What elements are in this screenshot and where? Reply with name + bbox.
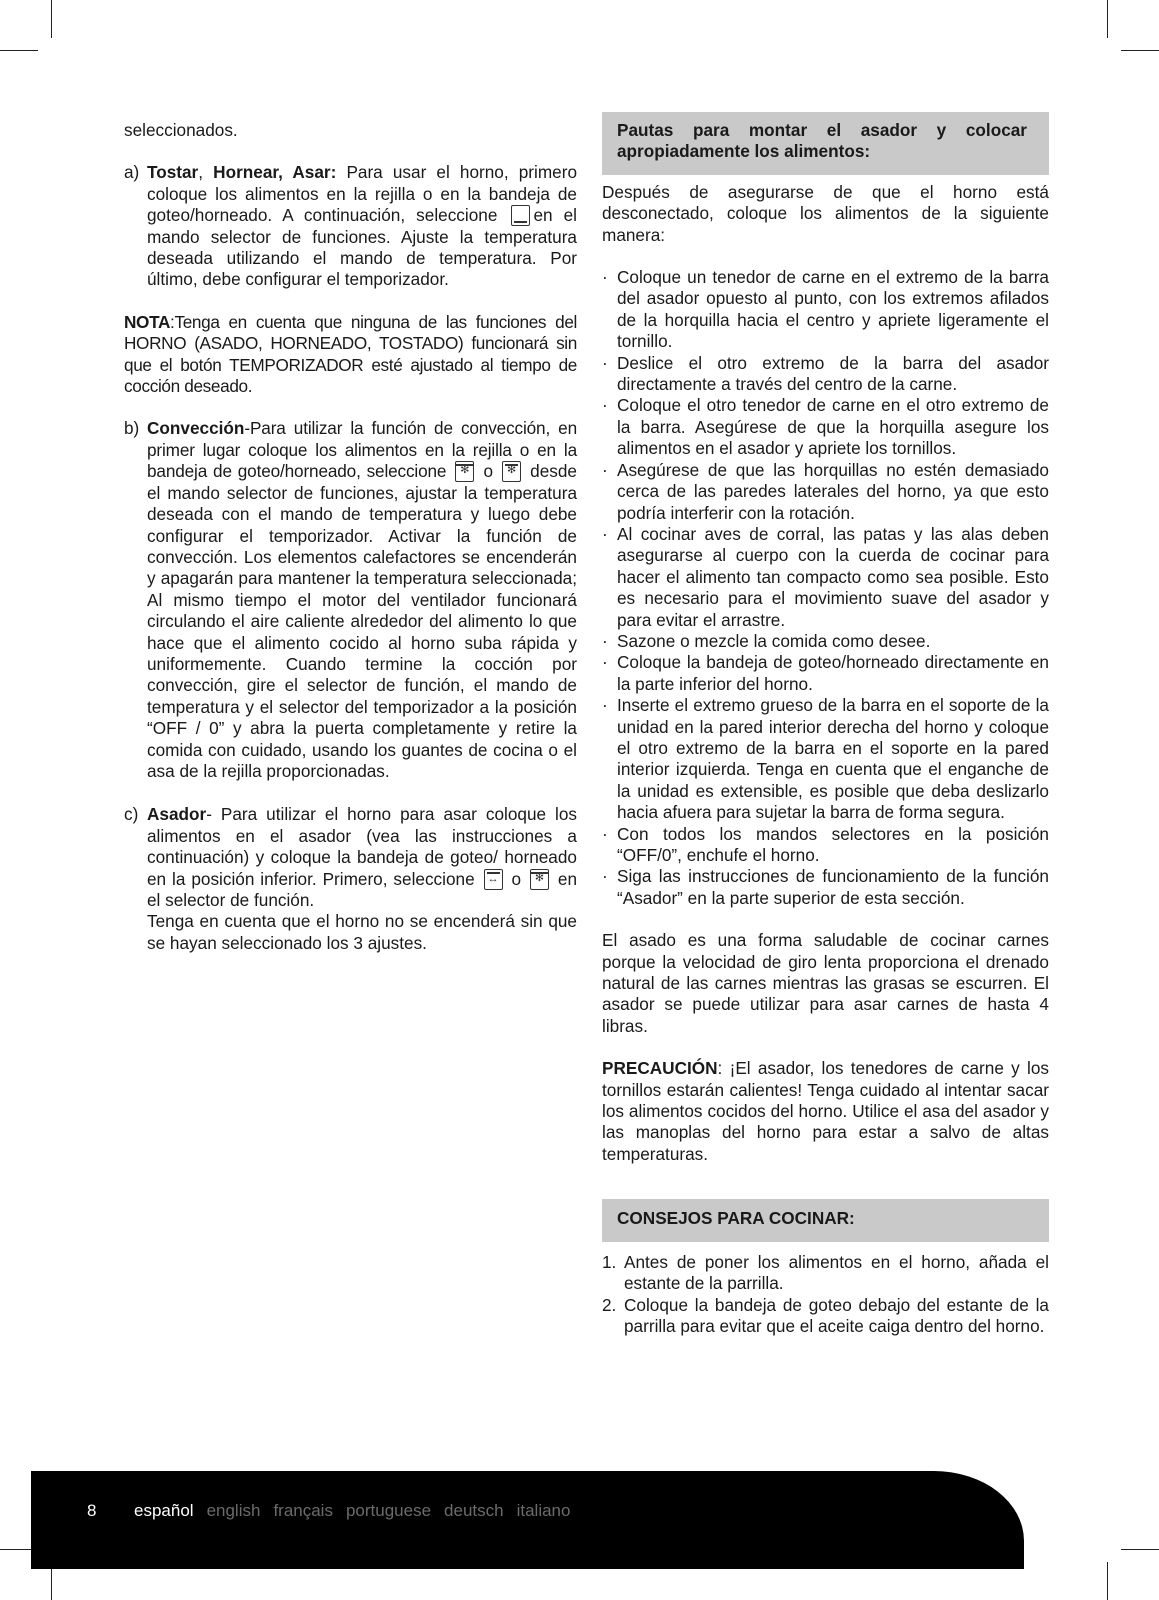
caution-text: PRECAUCIÓN: ¡El asador, los tenedores de carne y los tornillos estarán calientes! Tenga cuidado al intentar sacar los alimentos cocidos del horno. Utilice el asa del asador y las manoplas del horno para estar a salvo de altas temperaturas.	[602, 1058, 1049, 1164]
crop-mark	[51, 0, 52, 38]
crop-mark	[0, 50, 38, 51]
page-number: 8	[87, 1501, 97, 1520]
bullet-marker: ·	[602, 823, 608, 844]
rotisserie-icon	[484, 869, 503, 890]
bullet-marker: ·	[602, 267, 608, 288]
bottom-heat-icon	[511, 205, 530, 226]
list-number: 2.	[602, 1294, 617, 1315]
language-link[interactable]: italiano	[516, 1501, 571, 1520]
list-item-text: Asegúrese de que las horquillas no estén demasiado cerca de las paredes laterales del horno, ya que esto podría interferir con la rotación.	[617, 459, 1049, 523]
instruction-c-note: Tenga en cuenta que el horno no se encenderá sin que se hayan seleccionado los 3 ajustes.	[147, 911, 577, 953]
instruction-c-title: Asador	[147, 804, 207, 825]
list-item-text: Sazone o mezcle la comida como desee.	[617, 630, 931, 651]
item-label: c)	[124, 804, 139, 825]
list-item	[602, 1295, 1049, 1338]
intro-text: seleccionados.	[124, 120, 238, 140]
instruction-a-text: Tostar, Hornear, Asar: Para usar el horno, primero coloque los alimentos en la rejilla o en la bandeja de goteo/horneado. A continuación, seleccione en el mando selector de funciones. Ajuste la temperatura deseada utilizando el mando de temperatura. Por último, debe configurar el temporizador.	[147, 162, 577, 290]
item-label: a)	[124, 162, 140, 183]
list-item	[602, 652, 1049, 695]
language-bar	[134, 1500, 583, 1521]
list-item-text: Antes de poner los alimentos en el horno, añada el estante de la parrilla.	[624, 1251, 1049, 1294]
convection-top-icon	[502, 461, 521, 482]
list-item	[602, 395, 1049, 459]
instruction-a	[124, 162, 577, 290]
list-item-text: Con todos los mandos selectores en la posición “OFF/0”, enchufe el horno.	[617, 823, 1049, 865]
instruction-a-title: Tostar	[147, 162, 199, 183]
list-item-text: Coloque la bandeja de goteo/horneado directamente en la parte inferior del horno.	[617, 652, 1049, 694]
language-link[interactable]: english	[206, 1501, 261, 1520]
rotisserie-steps-list	[602, 267, 1049, 909]
list-item	[602, 824, 1049, 867]
bullet-marker: ·	[602, 523, 608, 544]
list-item	[602, 460, 1049, 524]
language-link[interactable]: français	[273, 1501, 333, 1520]
cooking-tips-list	[602, 1252, 1049, 1338]
left-column	[124, 120, 577, 954]
bullet-marker: ·	[602, 652, 608, 673]
list-item-text: Al cocinar aves de corral, las patas y las alas deben asegurarse al cuerpo con la cuerda de cocinar para hacer el alimento tan compacto como sea posible. Esto es necesario para el movimiento suave del asador y para evitar el arrastre.	[617, 523, 1049, 630]
list-item	[602, 353, 1049, 396]
caution-label: PRECAUCIÓN	[602, 1058, 718, 1079]
bullet-marker: ·	[602, 866, 608, 887]
nota-label: NOTA	[124, 311, 171, 332]
crop-mark	[1107, 1562, 1108, 1600]
footer-bar	[31, 1471, 1024, 1569]
bullet-marker: ·	[602, 459, 608, 480]
section-heading-tips: CONSEJOS PARA COCINAR:	[602, 1199, 1049, 1241]
list-item	[602, 695, 1049, 823]
list-item	[602, 524, 1049, 631]
list-item-text: Coloque el otro tenedor de carne en el otro extremo de la barra. Asegúrese de que la horquilla asegure los alimentos en el asador y apriete los tornillos.	[617, 395, 1049, 459]
list-item	[602, 631, 1049, 652]
instruction-a-title2: Hornear, Asar:	[213, 162, 337, 183]
list-item-text: Deslice el otro extremo de la barra del asador directamente a través del centro de la carne.	[617, 352, 1049, 395]
bullet-marker: ·	[602, 395, 608, 416]
language-link[interactable]: portuguese	[345, 1501, 432, 1520]
rotisserie-paragraph: El asado es una forma saludable de cocinar carnes porque la velocidad de giro lenta proporciona el drenado natural de las carnes mientras las grasas se escurren. El asador se puede utilizar para asar carnes de hasta 4 libras.	[602, 930, 1049, 1036]
instruction-c	[124, 804, 577, 954]
instruction-b	[124, 418, 577, 782]
language-link[interactable]: deutsch	[444, 1501, 504, 1520]
list-item-text: Coloque un tenedor de carne en el extremo de la barra del asador opuesto al punto, con los extremos afilados de la horquilla hacia el centro y apriete ligeramente el tornillo.	[617, 267, 1049, 352]
convection-bottom-icon	[455, 461, 474, 482]
crop-mark	[1121, 50, 1159, 51]
instruction-b-text: Convección-Para utilizar la función de convección, en primer lugar coloque los alimentos en la rejilla o en la bandeja de goteo/horneado, seleccione ✻ o ✻ desde el mando selector de funciones, ajustar la temperatura deseada con el mando de temperatura y luego debe configurar el temporizador. Activar la función de convección. Los elementos calefactores se encenderán y apagarán para mantener la temperatura seleccionada; Al mismo tiempo el motor del ventilador funcionará circulando el aire caliente alrededor del alimento lo que hace que el alimento cocido al horno suba rápida y uniformemente. Cuando termine la cocción por convección, gire el selector de función, el mando de temperatura y el selector del temporizador a la posición “OFF / 0” y abra la puerta completamente y retire la comida con cuidado, usando los guantes de cocina o el asa de la rejilla proporcionadas.	[147, 418, 577, 782]
nota-text: NOTA:Tenga en cuenta que ninguna de las funciones del HORNO (ASADO, HORNEADO, TOSTADO) funcionará sin que el botón TEMPORIZADOR esté ajustado al tiempo de cocción deseado.	[124, 311, 577, 397]
crop-mark	[1121, 1549, 1159, 1550]
rotisserie-intro: Después de asegurarse de que el horno está desconectado, coloque los alimentos de la siguiente manera:	[602, 181, 1049, 245]
section-heading-rotisserie: Pautas para montar el asador y colocar apropiadamente los alimentos:	[602, 112, 1049, 175]
bullet-marker: ·	[602, 630, 608, 651]
right-column	[602, 112, 1049, 1337]
instruction-b-title: Convección	[147, 418, 245, 439]
list-item	[602, 1252, 1049, 1295]
list-number: 1.	[602, 1251, 617, 1272]
crop-mark	[1107, 0, 1108, 38]
language-link[interactable]: español	[134, 1501, 194, 1520]
bullet-marker: ·	[602, 352, 608, 373]
list-item	[602, 267, 1049, 353]
list-item-text: Inserte el extremo grueso de la barra en el soporte de la unidad en la pared interior derecha del horno y coloque el otro extremo de la barra en el soporte en la pared interior izquierda. Tenga en cuenta que el enganche de la unidad es extensible, es posible que deba deslizarlo hacia afuera para sujetar la barra de forma segura.	[617, 695, 1049, 823]
item-label: b)	[124, 418, 140, 439]
instruction-c-text: Asador- Para utilizar el horno para asar coloque los alimentos en el asador (vea las instrucciones a continuación) y coloque la bandeja de goteo/ horneado en la posición inferior. Primero, seleccione ↔ o ✻ en el selector de función.	[147, 804, 577, 911]
list-item-text: Coloque la bandeja de goteo debajo del estante de la parrilla para evitar que el aceite caiga dentro del horno.	[624, 1294, 1049, 1336]
rotisserie-convection-icon	[530, 869, 549, 890]
list-item-text: Siga las instrucciones de funcionamiento de la función “Asador” en la parte superior de esta sección.	[617, 866, 1049, 908]
bullet-marker: ·	[602, 695, 608, 716]
list-item	[602, 866, 1049, 909]
